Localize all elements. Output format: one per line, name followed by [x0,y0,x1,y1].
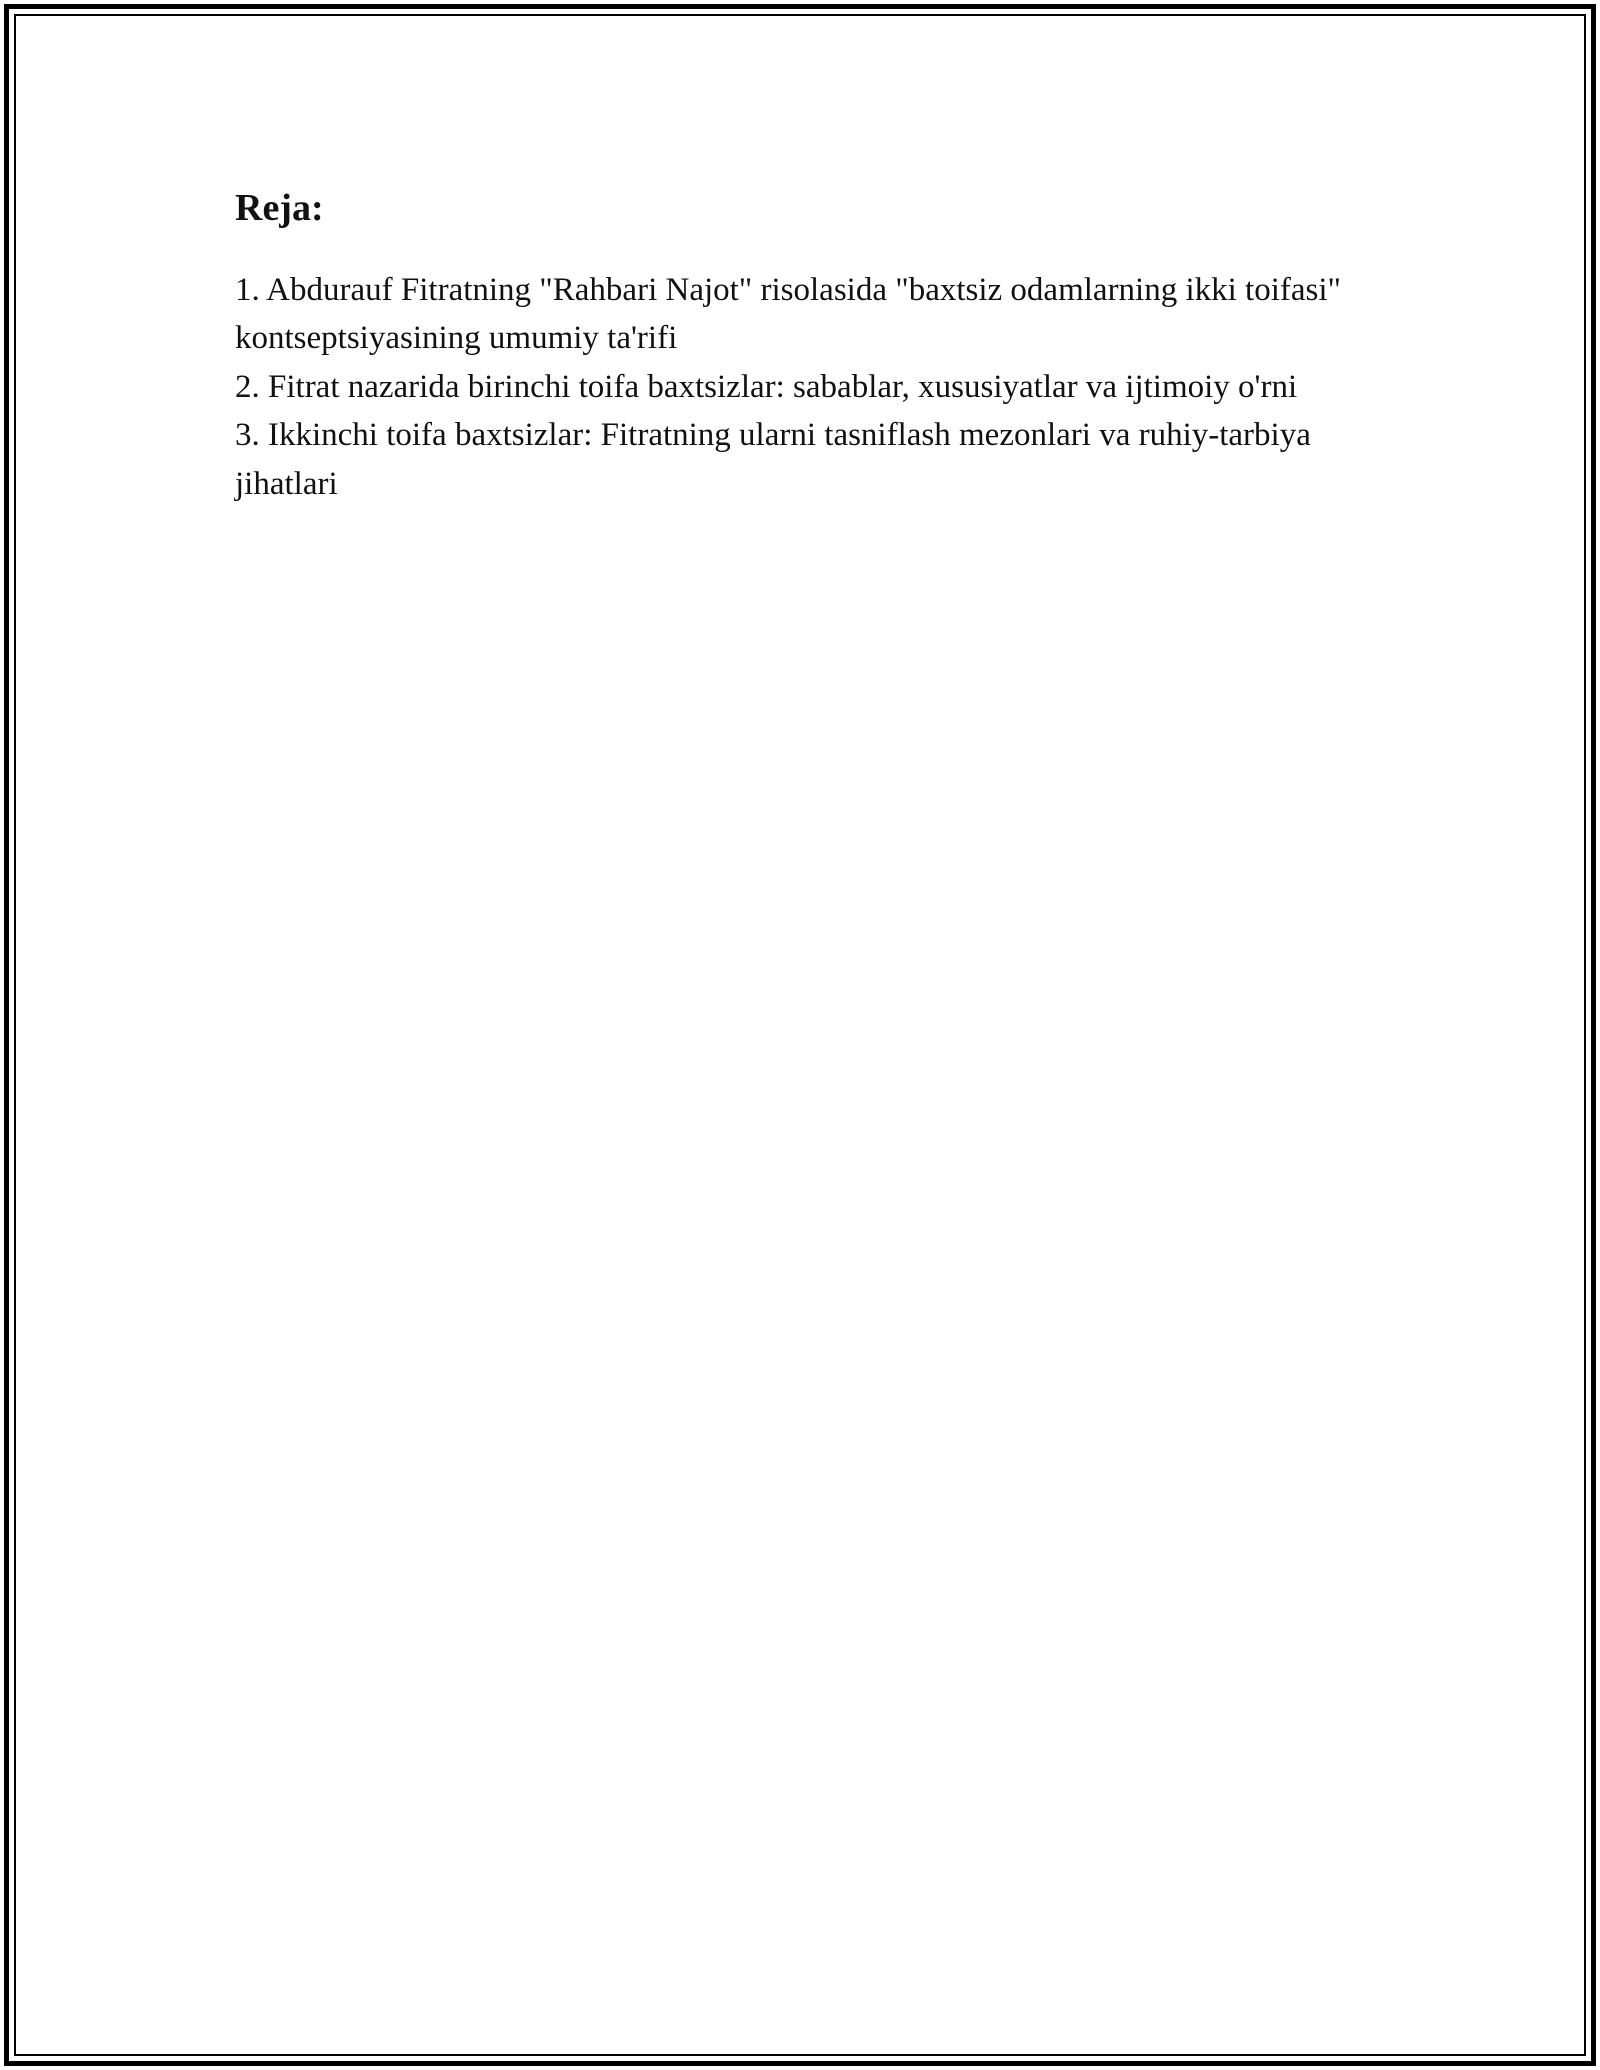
plan-item-2: 2. Fitrat nazarida birinchi toifa baxtsizlar: sabablar, xususiyatlar va ijtimoiy o'rni [235,368,1298,405]
plan-list [235,266,1365,509]
page-content [235,186,1365,508]
plan-item-1: 1. Abdurauf Fitratning "Rahbari Najot" risolasida "baxtsiz odamlarning ikki toifasi" kontseptsiyasining umumiy ta'rifi [235,271,1342,357]
plan-item-3: 3. Ikkinchi toifa baxtsizlar: Fitratning ularni tasniflash mezonlari va ruhiy-tarbiya jihatlari [235,417,1311,502]
plan-heading: Reja: [235,187,324,229]
